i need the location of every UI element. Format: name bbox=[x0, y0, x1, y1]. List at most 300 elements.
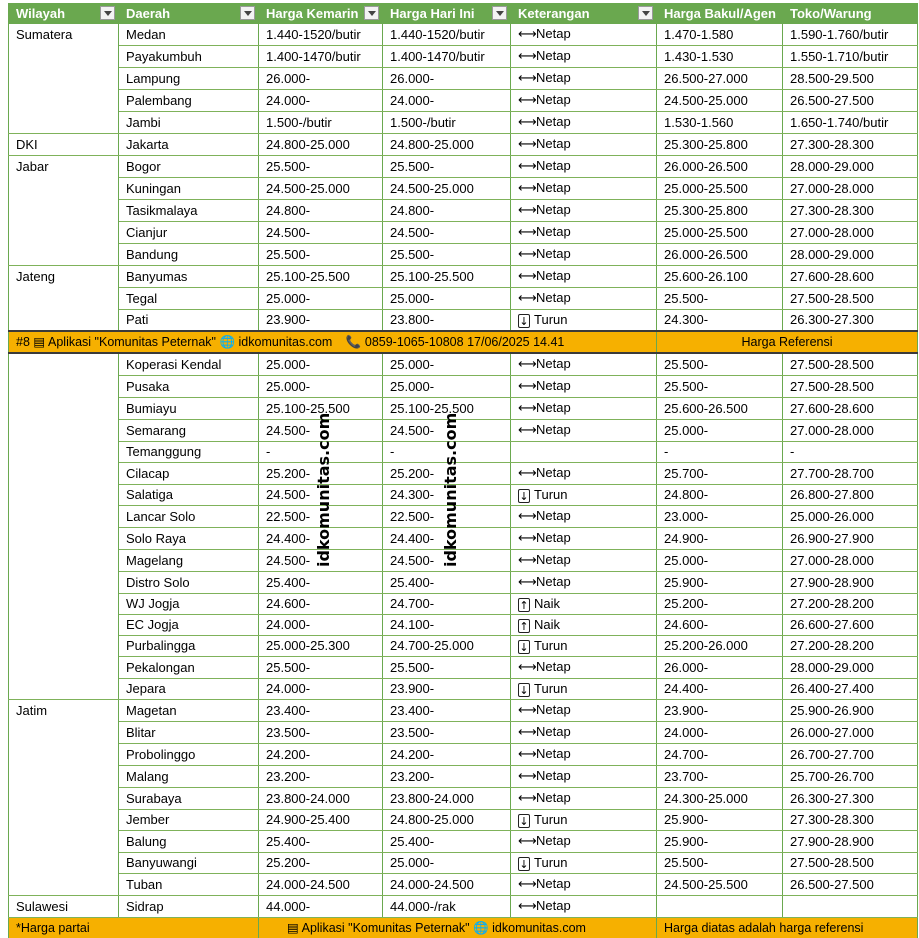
status-label: Netap bbox=[536, 746, 571, 761]
cell-daerah: Solo Raya bbox=[119, 528, 259, 550]
cell-bakul: 25.000-25.500 bbox=[657, 222, 783, 244]
table-body-top bbox=[9, 24, 918, 331]
cell-hari-ini: 24.200- bbox=[383, 744, 511, 766]
cell-bakul: 25.000- bbox=[657, 420, 783, 442]
cell-kemarin: 25.500- bbox=[259, 657, 383, 679]
cell-toko: 27.000-28.000 bbox=[783, 550, 918, 572]
cell-daerah: Pekalongan bbox=[119, 657, 259, 679]
cell-toko: 1.550-1.710/butir bbox=[783, 46, 918, 68]
cell-bakul: 25.000-25.500 bbox=[657, 178, 783, 200]
cell-daerah: Palembang bbox=[119, 90, 259, 112]
cell-daerah: Bogor bbox=[119, 156, 259, 178]
table-row bbox=[9, 353, 918, 376]
down-arrow-icon: ↓ bbox=[518, 489, 530, 503]
status-label: Netap bbox=[536, 268, 571, 283]
cell-toko: 28.500-29.500 bbox=[783, 68, 918, 90]
table-row bbox=[9, 679, 918, 700]
cell-wilayah bbox=[9, 200, 119, 222]
table-row bbox=[9, 766, 918, 788]
cell-keterangan bbox=[511, 485, 657, 506]
cell-bakul: 26.000- bbox=[657, 657, 783, 679]
cell-bakul bbox=[657, 896, 783, 918]
table-row bbox=[9, 788, 918, 810]
status-label: Turun bbox=[534, 487, 567, 502]
cell-toko: 25.900-26.900 bbox=[783, 700, 918, 722]
table-row bbox=[9, 156, 918, 178]
cell-kemarin: 24.500- bbox=[259, 420, 383, 442]
cell-toko: 26.000-27.000 bbox=[783, 722, 918, 744]
status-label: Netap bbox=[536, 659, 571, 674]
left-right-arrow-icon: ⟷ bbox=[518, 179, 536, 199]
phone-app-icon: ▤ bbox=[33, 334, 45, 349]
cell-hari-ini: 24.700- bbox=[383, 594, 511, 615]
cell-hari-ini: 23.200- bbox=[383, 766, 511, 788]
cell-toko: 27.300-28.300 bbox=[783, 810, 918, 831]
left-right-arrow-icon: ⟷ bbox=[518, 201, 536, 221]
cell-kemarin: 26.000- bbox=[259, 68, 383, 90]
cell-daerah: Pati bbox=[119, 310, 259, 332]
cell-keterangan bbox=[511, 528, 657, 550]
cell-kemarin: 24.800-25.000 bbox=[259, 134, 383, 156]
cell-toko: 26.600-27.600 bbox=[783, 615, 918, 636]
cell-keterangan bbox=[511, 398, 657, 420]
table-row bbox=[9, 485, 918, 506]
cell-wilayah bbox=[9, 679, 119, 700]
status-label: Netap bbox=[536, 136, 571, 151]
cell-toko: 27.900-28.900 bbox=[783, 572, 918, 594]
cell-kemarin: 22.500- bbox=[259, 506, 383, 528]
cell-wilayah bbox=[9, 810, 119, 831]
status-label: Naik bbox=[534, 596, 560, 611]
cell-toko: 27.600-28.600 bbox=[783, 398, 918, 420]
cell-bakul: 25.700- bbox=[657, 463, 783, 485]
cell-bakul: 24.400- bbox=[657, 679, 783, 700]
status-label: Netap bbox=[536, 400, 571, 415]
cell-toko: 26.500-27.500 bbox=[783, 90, 918, 112]
cell-wilayah bbox=[9, 615, 119, 636]
left-right-arrow-icon: ⟷ bbox=[518, 767, 536, 787]
status-label: Netap bbox=[536, 246, 571, 261]
cell-daerah: Malang bbox=[119, 766, 259, 788]
cell-kemarin: 25.400- bbox=[259, 572, 383, 594]
table-row bbox=[9, 853, 918, 874]
cell-bakul: 25.300-25.800 bbox=[657, 134, 783, 156]
cell-toko: 26.900-27.900 bbox=[783, 528, 918, 550]
cell-bakul: 25.500- bbox=[657, 288, 783, 310]
cell-bakul: 24.500-25.500 bbox=[657, 874, 783, 896]
cell-bakul: 1.470-1.580 bbox=[657, 24, 783, 46]
status-label: Netap bbox=[536, 290, 571, 305]
cell-wilayah bbox=[9, 550, 119, 572]
cell-bakul: 25.300-25.800 bbox=[657, 200, 783, 222]
info-band-right: Harga Referensi bbox=[657, 331, 918, 353]
cell-bakul: 24.300- bbox=[657, 310, 783, 332]
cell-kemarin: 1.440-1520/butir bbox=[259, 24, 383, 46]
cell-toko: 27.300-28.300 bbox=[783, 200, 918, 222]
cell-toko: 27.200-28.200 bbox=[783, 636, 918, 657]
info-band bbox=[9, 331, 918, 353]
status-label: Netap bbox=[536, 833, 571, 848]
cell-bakul: 23.700- bbox=[657, 766, 783, 788]
cell-kemarin: - bbox=[259, 442, 383, 463]
left-right-arrow-icon: ⟷ bbox=[518, 897, 536, 917]
footer-note: *Harga partai bbox=[9, 918, 259, 938]
left-right-arrow-icon: ⟷ bbox=[518, 355, 536, 375]
cell-kemarin: 24.500-25.000 bbox=[259, 178, 383, 200]
table-footer bbox=[9, 918, 918, 938]
cell-toko: 27.900-28.900 bbox=[783, 831, 918, 853]
table-row bbox=[9, 376, 918, 398]
cell-hari-ini: 24.700-25.000 bbox=[383, 636, 511, 657]
cell-bakul: 25.500- bbox=[657, 853, 783, 874]
status-label: Netap bbox=[536, 224, 571, 239]
filter-dropdown-icon[interactable] bbox=[364, 6, 379, 20]
down-arrow-icon: ↓ bbox=[518, 857, 530, 871]
cell-kemarin: 23.900- bbox=[259, 310, 383, 332]
cell-hari-ini: 25.000- bbox=[383, 853, 511, 874]
filter-dropdown-icon[interactable] bbox=[240, 6, 255, 20]
cell-wilayah: DKI bbox=[9, 134, 119, 156]
status-label: Netap bbox=[536, 422, 571, 437]
col-kemarin-label: Harga Kemarin bbox=[266, 6, 358, 21]
cell-toko: 26.700-27.700 bbox=[783, 744, 918, 766]
cell-kemarin: 1.500-/butir bbox=[259, 112, 383, 134]
table-row bbox=[9, 722, 918, 744]
cell-kemarin: 25.000- bbox=[259, 376, 383, 398]
table-row bbox=[9, 68, 918, 90]
cell-wilayah bbox=[9, 594, 119, 615]
filter-dropdown-icon[interactable] bbox=[638, 6, 653, 20]
cell-daerah: Distro Solo bbox=[119, 572, 259, 594]
left-right-arrow-icon: ⟷ bbox=[518, 245, 536, 265]
cell-wilayah bbox=[9, 288, 119, 310]
table-row bbox=[9, 134, 918, 156]
status-label: Netap bbox=[536, 702, 571, 717]
cell-daerah: Banyumas bbox=[119, 266, 259, 288]
down-arrow-icon: ↓ bbox=[518, 314, 530, 328]
cell-hari-ini: 24.800- bbox=[383, 200, 511, 222]
table-row bbox=[9, 310, 918, 332]
status-label: Netap bbox=[536, 790, 571, 805]
cell-kemarin: 24.200- bbox=[259, 744, 383, 766]
cell-wilayah bbox=[9, 831, 119, 853]
cell-daerah: Cianjur bbox=[119, 222, 259, 244]
cell-daerah: Salatiga bbox=[119, 485, 259, 506]
left-right-arrow-icon: ⟷ bbox=[518, 875, 536, 895]
cell-keterangan bbox=[511, 90, 657, 112]
cell-keterangan bbox=[511, 222, 657, 244]
cell-wilayah bbox=[9, 463, 119, 485]
cell-kemarin: 25.000- bbox=[259, 353, 383, 376]
cell-toko: 26.400-27.400 bbox=[783, 679, 918, 700]
cell-wilayah bbox=[9, 874, 119, 896]
cell-keterangan bbox=[511, 657, 657, 679]
cell-daerah: Medan bbox=[119, 24, 259, 46]
col-bakul bbox=[657, 3, 783, 24]
left-right-arrow-icon: ⟷ bbox=[518, 157, 536, 177]
cell-daerah: Blitar bbox=[119, 722, 259, 744]
cell-toko: 1.650-1.740/butir bbox=[783, 112, 918, 134]
status-label: Turun bbox=[534, 681, 567, 696]
watermark-1: idkomunitas.com bbox=[314, 413, 333, 567]
col-toko-label: Toko/Warung bbox=[790, 6, 872, 21]
band-number: #8 bbox=[16, 335, 30, 349]
status-label: Netap bbox=[536, 48, 571, 63]
cell-toko: 27.000-28.000 bbox=[783, 222, 918, 244]
cell-daerah: Purbalingga bbox=[119, 636, 259, 657]
col-kemarin bbox=[259, 3, 383, 24]
cell-bakul: 25.200-26.000 bbox=[657, 636, 783, 657]
table-row bbox=[9, 572, 918, 594]
table-row bbox=[9, 112, 918, 134]
col-hari-ini bbox=[383, 3, 511, 24]
left-right-arrow-icon: ⟷ bbox=[518, 658, 536, 678]
table-row bbox=[9, 874, 918, 896]
status-label: Netap bbox=[536, 898, 571, 913]
footer-app-name: Aplikasi "Komunitas Peternak" bbox=[302, 921, 470, 935]
cell-wilayah: Jatim bbox=[9, 700, 119, 722]
cell-bakul: 24.600- bbox=[657, 615, 783, 636]
cell-wilayah bbox=[9, 506, 119, 528]
cell-wilayah: Jabar bbox=[9, 156, 119, 178]
left-right-arrow-icon: ⟷ bbox=[518, 507, 536, 527]
col-hari-ini-label: Harga Hari Ini bbox=[390, 6, 475, 21]
col-wilayah-label: Wilayah bbox=[16, 6, 65, 21]
cell-hari-ini: 25.100-25.500 bbox=[383, 266, 511, 288]
down-arrow-icon: ↓ bbox=[518, 683, 530, 697]
cell-bakul: 1.530-1.560 bbox=[657, 112, 783, 134]
table-row bbox=[9, 615, 918, 636]
cell-keterangan bbox=[511, 700, 657, 722]
cell-kemarin: 25.400- bbox=[259, 831, 383, 853]
cell-bakul: - bbox=[657, 442, 783, 463]
table-row bbox=[9, 178, 918, 200]
cell-keterangan bbox=[511, 463, 657, 485]
up-arrow-icon: ↑ bbox=[518, 598, 530, 612]
cell-daerah: Jakarta bbox=[119, 134, 259, 156]
left-right-arrow-icon: ⟷ bbox=[518, 832, 536, 852]
left-right-arrow-icon: ⟷ bbox=[518, 723, 536, 743]
cell-hari-ini: 24.100- bbox=[383, 615, 511, 636]
cell-wilayah bbox=[9, 744, 119, 766]
col-bakul-label: Harga Bakul/Agen bbox=[664, 6, 776, 21]
cell-kemarin: 23.500- bbox=[259, 722, 383, 744]
status-label: Turun bbox=[534, 812, 567, 827]
cell-kemarin: 44.000- bbox=[259, 896, 383, 918]
price-table bbox=[8, 3, 918, 938]
cell-kemarin: 24.500- bbox=[259, 550, 383, 572]
table-row bbox=[9, 244, 918, 266]
cell-wilayah bbox=[9, 112, 119, 134]
filter-dropdown-icon[interactable] bbox=[100, 6, 115, 20]
watermark-2: idkomunitas.com bbox=[441, 413, 460, 567]
cell-hari-ini: 23.800- bbox=[383, 310, 511, 332]
cell-toko: 28.000-29.000 bbox=[783, 156, 918, 178]
cell-toko bbox=[783, 896, 918, 918]
table-row bbox=[9, 420, 918, 442]
cell-wilayah bbox=[9, 657, 119, 679]
phone-app-icon: ▤ bbox=[287, 920, 299, 935]
cell-bakul: 26.000-26.500 bbox=[657, 156, 783, 178]
cell-hari-ini: 24.400- bbox=[383, 528, 511, 550]
cell-hari-ini: 23.500- bbox=[383, 722, 511, 744]
cell-daerah: Tuban bbox=[119, 874, 259, 896]
cell-daerah: Koperasi Kendal bbox=[119, 353, 259, 376]
cell-bakul: 25.900- bbox=[657, 831, 783, 853]
cell-hari-ini: 25.500- bbox=[383, 657, 511, 679]
cell-hari-ini: 24.000- bbox=[383, 90, 511, 112]
cell-hari-ini: 23.900- bbox=[383, 679, 511, 700]
cell-daerah: Pusaka bbox=[119, 376, 259, 398]
status-label: Netap bbox=[536, 202, 571, 217]
col-toko bbox=[783, 3, 918, 24]
cell-toko: 27.300-28.300 bbox=[783, 134, 918, 156]
cell-daerah: Balung bbox=[119, 831, 259, 853]
left-right-arrow-icon: ⟷ bbox=[518, 529, 536, 549]
cell-bakul: 26.000-26.500 bbox=[657, 244, 783, 266]
table-row bbox=[9, 594, 918, 615]
cell-wilayah bbox=[9, 766, 119, 788]
cell-keterangan bbox=[511, 679, 657, 700]
cell-hari-ini: 1.400-1470/butir bbox=[383, 46, 511, 68]
band-app-name: Aplikasi "Komunitas Peternak" bbox=[48, 335, 216, 349]
table-row bbox=[9, 90, 918, 112]
cell-wilayah bbox=[9, 222, 119, 244]
cell-bakul: 24.000- bbox=[657, 722, 783, 744]
left-right-arrow-icon: ⟷ bbox=[518, 421, 536, 441]
cell-hari-ini: 23.400- bbox=[383, 700, 511, 722]
cell-daerah: Surabaya bbox=[119, 788, 259, 810]
cell-hari-ini: 22.500- bbox=[383, 506, 511, 528]
info-band-left bbox=[9, 331, 657, 353]
cell-daerah: Temanggung bbox=[119, 442, 259, 463]
cell-keterangan bbox=[511, 615, 657, 636]
cell-keterangan bbox=[511, 353, 657, 376]
table-row bbox=[9, 700, 918, 722]
cell-wilayah: Sulawesi bbox=[9, 896, 119, 918]
cell-keterangan bbox=[511, 788, 657, 810]
cell-bakul: 25.200- bbox=[657, 594, 783, 615]
cell-daerah: Lancar Solo bbox=[119, 506, 259, 528]
cell-daerah: Semarang bbox=[119, 420, 259, 442]
status-label: Netap bbox=[536, 530, 571, 545]
left-right-arrow-icon: ⟷ bbox=[518, 573, 536, 593]
left-right-arrow-icon: ⟷ bbox=[518, 135, 536, 155]
cell-hari-ini: 25.000- bbox=[383, 353, 511, 376]
cell-bakul: 24.900- bbox=[657, 528, 783, 550]
cell-toko: 27.000-28.000 bbox=[783, 420, 918, 442]
cell-wilayah bbox=[9, 485, 119, 506]
cell-bakul: 24.800- bbox=[657, 485, 783, 506]
cell-toko: 25.000-26.000 bbox=[783, 506, 918, 528]
cell-wilayah bbox=[9, 310, 119, 332]
cell-toko: 28.000-29.000 bbox=[783, 657, 918, 679]
cell-wilayah bbox=[9, 178, 119, 200]
left-right-arrow-icon: ⟷ bbox=[518, 745, 536, 765]
cell-wilayah bbox=[9, 853, 119, 874]
cell-hari-ini: 25.000- bbox=[383, 376, 511, 398]
status-label: Netap bbox=[536, 378, 571, 393]
table-row bbox=[9, 810, 918, 831]
cell-daerah: Magelang bbox=[119, 550, 259, 572]
cell-keterangan bbox=[511, 420, 657, 442]
cell-bakul: 25.900- bbox=[657, 810, 783, 831]
cell-wilayah bbox=[9, 788, 119, 810]
cell-wilayah bbox=[9, 46, 119, 68]
cell-kemarin: 23.800-24.000 bbox=[259, 788, 383, 810]
cell-wilayah bbox=[9, 528, 119, 550]
table-row bbox=[9, 222, 918, 244]
cell-keterangan bbox=[511, 134, 657, 156]
status-label: Netap bbox=[536, 876, 571, 891]
col-keterangan-label: Keterangan bbox=[518, 6, 590, 21]
cell-kemarin: 24.000- bbox=[259, 90, 383, 112]
left-right-arrow-icon: ⟷ bbox=[518, 47, 536, 67]
cell-hari-ini: 23.800-24.000 bbox=[383, 788, 511, 810]
cell-wilayah bbox=[9, 90, 119, 112]
cell-kemarin: 25.200- bbox=[259, 853, 383, 874]
cell-toko: 27.500-28.500 bbox=[783, 353, 918, 376]
cell-keterangan bbox=[511, 810, 657, 831]
cell-kemarin: 24.900-25.400 bbox=[259, 810, 383, 831]
cell-bakul: 25.500- bbox=[657, 353, 783, 376]
status-label: Netap bbox=[536, 552, 571, 567]
table-row bbox=[9, 24, 918, 46]
cell-kemarin: 24.500- bbox=[259, 222, 383, 244]
cell-toko: 28.000-29.000 bbox=[783, 244, 918, 266]
status-label: Netap bbox=[536, 508, 571, 523]
cell-bakul: 24.300-25.000 bbox=[657, 788, 783, 810]
cell-wilayah bbox=[9, 398, 119, 420]
cell-keterangan bbox=[511, 636, 657, 657]
cell-hari-ini: 24.500- bbox=[383, 550, 511, 572]
cell-kemarin: 24.400- bbox=[259, 528, 383, 550]
cell-toko: 27.700-28.700 bbox=[783, 463, 918, 485]
cell-daerah: Bandung bbox=[119, 244, 259, 266]
cell-hari-ini: 25.000- bbox=[383, 288, 511, 310]
cell-toko: 27.200-28.200 bbox=[783, 594, 918, 615]
status-label: Netap bbox=[536, 465, 571, 480]
cell-bakul: 24.500-25.000 bbox=[657, 90, 783, 112]
col-daerah-label: Daerah bbox=[126, 6, 170, 21]
cell-bakul: 24.700- bbox=[657, 744, 783, 766]
left-right-arrow-icon: ⟷ bbox=[518, 113, 536, 133]
cell-hari-ini: 24.000-24.500 bbox=[383, 874, 511, 896]
cell-toko: 27.500-28.500 bbox=[783, 853, 918, 874]
table-row bbox=[9, 636, 918, 657]
cell-keterangan bbox=[511, 831, 657, 853]
left-right-arrow-icon: ⟷ bbox=[518, 377, 536, 397]
cell-daerah: Magetan bbox=[119, 700, 259, 722]
col-daerah bbox=[119, 3, 259, 24]
down-arrow-icon: ↓ bbox=[518, 640, 530, 654]
cell-toko: 27.500-28.500 bbox=[783, 288, 918, 310]
left-right-arrow-icon: ⟷ bbox=[518, 551, 536, 571]
cell-keterangan bbox=[511, 156, 657, 178]
filter-dropdown-icon[interactable] bbox=[492, 6, 507, 20]
table-row bbox=[9, 657, 918, 679]
cell-keterangan bbox=[511, 550, 657, 572]
status-label: Netap bbox=[536, 180, 571, 195]
cell-wilayah: Sumatera bbox=[9, 24, 119, 46]
status-label: Netap bbox=[536, 70, 571, 85]
cell-keterangan bbox=[511, 112, 657, 134]
status-label: Netap bbox=[536, 574, 571, 589]
status-label: Netap bbox=[536, 26, 571, 41]
cell-toko: 27.600-28.600 bbox=[783, 266, 918, 288]
cell-keterangan bbox=[511, 572, 657, 594]
cell-kemarin: 25.200- bbox=[259, 463, 383, 485]
